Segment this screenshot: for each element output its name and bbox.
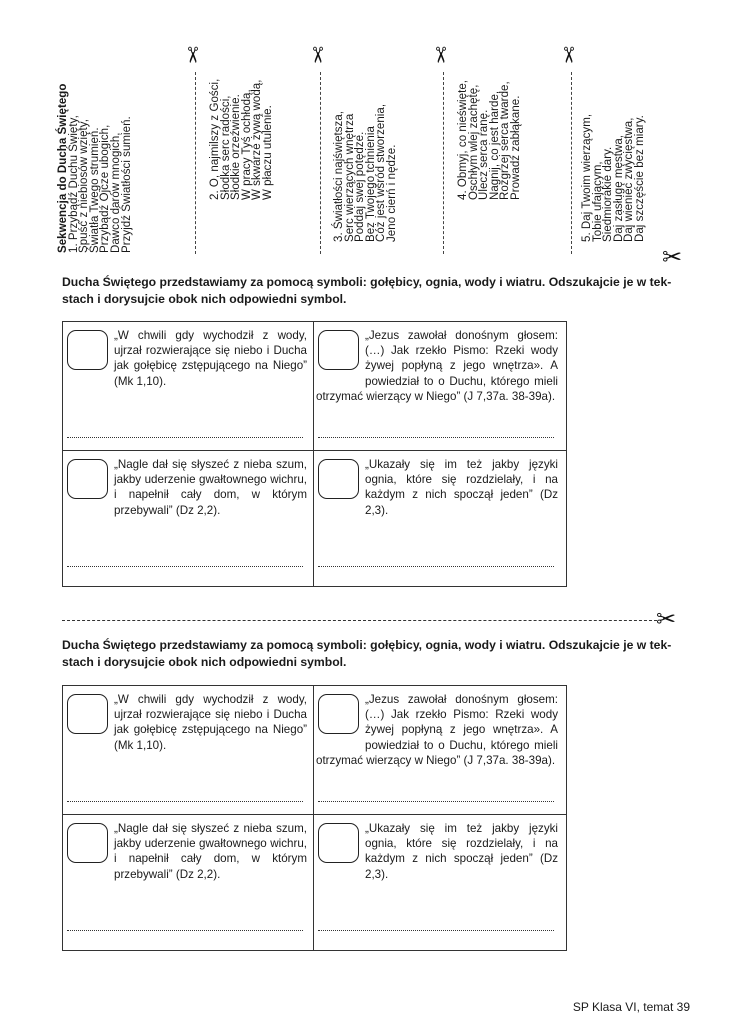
quote-cell <box>63 322 309 446</box>
quote-text: „W chwili gdy wychodził z wody, ujrzał rozwierające się niebo i Ducha jak gołębicę zstępującego na Niego” (Mk 1,10). <box>114 329 307 388</box>
sequence-title: Sekwencja do Ducha Świętego <box>57 83 69 253</box>
quote-text: „Ukazały się im też jakby języki ognia, które się rozdzielały, i na każdym z nich spoczął jeden” (Dz 2,3). <box>365 822 558 881</box>
quote-cell <box>314 815 560 939</box>
answer-line[interactable] <box>67 930 303 931</box>
stanza-5: 5. Daj Twoim wierzącym, Tobie ufającym, Siedmiorakie dary. Daj zasługę męstwa, Daj wieniec zwycięstwa, Daj szczęście bez miary. <box>581 113 646 242</box>
stanza-2: 2. O, najmilszy z Gości, Słodka serc radości, Słodkie orzeźwienie. W pracy Tyś ochłodą, W skwarze żywą wodą, W płaczu utulenie. <box>209 78 274 200</box>
cut-line-vertical <box>571 72 572 254</box>
scissors-icon: ✂ <box>656 605 677 633</box>
quote-text: „W chwili gdy wychodził z wody, ujrzał rozwierające się niebo i Ducha jak gołębicę zstępującego na Niego” (Mk 1,10). <box>114 693 307 752</box>
quote-text: „Jezus zawołał donośnym głosem: (…) Jak rzekło Pismo: Rzeki wody żywej popłyną z jego wnętrza». A powiedział to o Duchu, którego mieli otrzymać wierzący w Niego” (J 7,37a. 38-39a). <box>316 329 558 403</box>
answer-line[interactable] <box>318 437 554 438</box>
stanza-1: Sekwencja do Ducha Świętego 1. Przybądź Duchu Święty, Spuść z niebiosów wzięty, Światła Twego strumień. Przybądź Ojcze ubogich, Dawco darów mnogich, Przyjdź Światłości sumień. <box>57 83 133 253</box>
answer-line[interactable] <box>318 801 554 802</box>
quote-cell <box>314 322 560 446</box>
quote-cell <box>314 686 560 810</box>
cut-line-vertical <box>443 72 444 254</box>
cut-line-horizontal <box>62 620 657 621</box>
cut-line-vertical <box>320 72 321 254</box>
answer-line[interactable] <box>67 437 303 438</box>
quote-cell <box>63 686 309 810</box>
quote-cell <box>63 451 309 575</box>
answer-line[interactable] <box>67 801 303 802</box>
quote-cell <box>314 451 560 575</box>
quote-grid <box>62 685 567 951</box>
stanza-3: 3. Światłości najświętsza, Serc wierzących wnętrza Poddaj swej potędze. Bez Twojego tchnienia Cóż jest wśród stworzenia, Jeno cierń i nędze. <box>333 103 398 242</box>
stanza-4: 4. Obmyj, co nieświęte, Oschłym wlej zachętę, Ulecz serca ranę. Nagnij, co jest harde, Rozgrzej serca twarde, Prowadź zabłąkane. <box>457 79 522 200</box>
page-footer: SP Klasa VI, temat 39 <box>572 1000 690 1014</box>
quote-grid <box>62 321 567 587</box>
instruction: Ducha Świętego przedstawiamy za pomocą symboli: gołębicy, ognia, wody i wiatru. Odszukajcie je w tek- stach i dorysujcie obok nich odpowiedni symbol. <box>62 275 672 306</box>
scissors-icon: ✂ <box>662 243 683 271</box>
quote-text: „Nagle dał się słyszeć z nieba szum, jakby uderzenie gwałtownego wichru, i napełnił cały dom, w którym przebywali” (Dz 2,2). <box>114 822 307 881</box>
scissors-icon: ✂ <box>555 45 581 65</box>
instruction: Ducha Świętego przedstawiamy za pomocą symboli: gołębicy, ognia, wody i wiatru. Odszukajcie je w tek- stach i dorysujcie obok nich odpowiedni symbol. <box>62 638 672 669</box>
scissors-icon: ✂ <box>304 45 330 65</box>
scissors-icon: ✂ <box>427 45 453 65</box>
answer-line[interactable] <box>67 566 303 567</box>
quote-text: „Ukazały się im też jakby języki ognia, które się rozdzielały, i na każdym z nich spoczął jeden” (Dz 2,3). <box>365 458 558 517</box>
quote-text: „Jezus zawołał donośnym głosem: (…) Jak rzekło Pismo: Rzeki wody żywej popłyną z jego wnętrza». A powiedział to o Duchu, którego mieli otrzymać wierzący w Niego” (J 7,37a. 38-39a). <box>316 693 558 767</box>
quote-cell <box>63 815 309 939</box>
answer-line[interactable] <box>318 566 554 567</box>
quote-text: „Nagle dał się słyszeć z nieba szum, jakby uderzenie gwałtownego wichru, i napełnił cały dom, w którym przebywali” (Dz 2,2). <box>114 458 307 517</box>
cut-line-vertical <box>195 72 196 254</box>
scissors-icon: ✂ <box>179 45 205 65</box>
answer-line[interactable] <box>318 930 554 931</box>
